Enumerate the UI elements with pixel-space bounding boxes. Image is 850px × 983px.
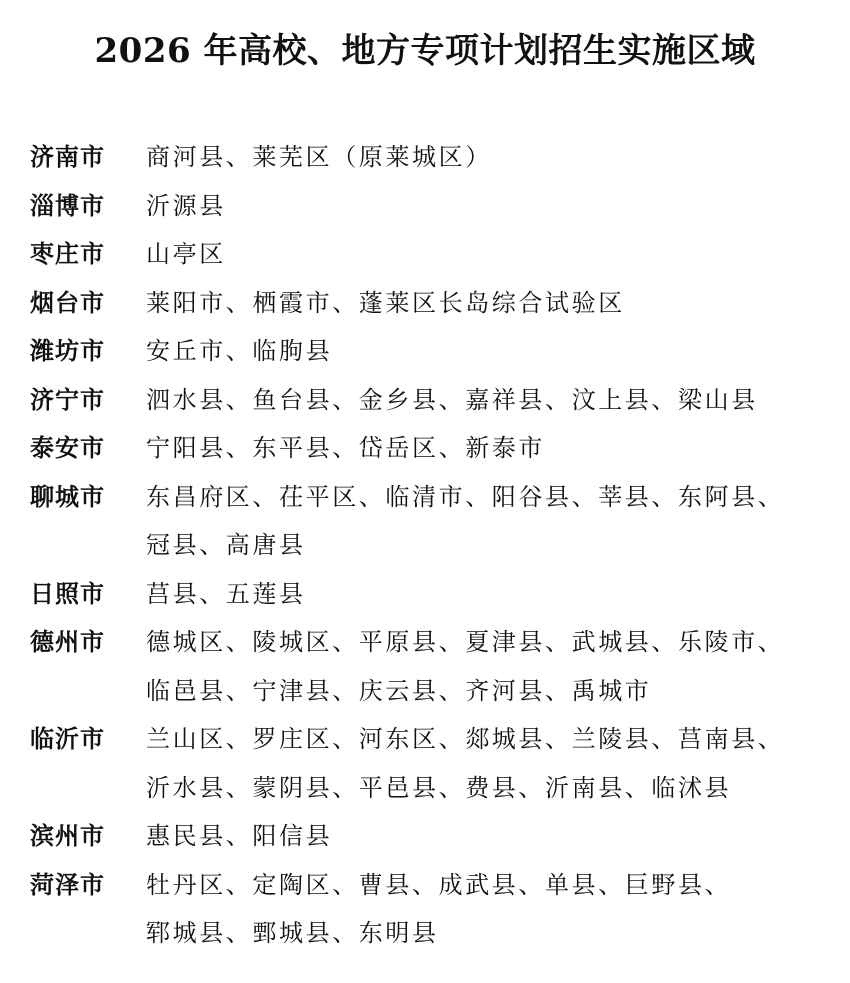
district-list [146,327,840,376]
city-name: 德州市 [30,627,105,656]
district-list [146,473,840,570]
district-list [146,570,840,619]
region-row-taian [30,424,840,473]
district-line: 莱阳市、栖霞市、蓬莱区长岛综合试验区 [146,288,625,317]
city-name: 济宁市 [30,384,105,414]
region-row-jining [30,376,840,425]
region-row-heze [30,861,840,958]
district-line: 安丘市、临朐县 [146,337,333,365]
page-title: 2026 年高校、地方专项计划招生实施区域 [94,31,756,71]
region-list [30,133,840,958]
district-list [146,133,840,182]
district-list [146,424,840,473]
region-row-binzhou [30,812,840,861]
district-line: 宁阳县、东平县、岱岳区、新泰市 [146,434,545,462]
region-row-dezhou [30,618,840,715]
city-name: 烟台市 [30,287,105,317]
district-line: 山亭区 [146,240,226,268]
district-list [146,279,840,328]
district-list [146,715,840,812]
district-line: 商河县、莱芜区（原莱城区） [146,143,492,171]
city-name: 临沂市 [30,724,105,753]
city-name: 济南市 [30,142,105,171]
region-row-liaocheng [30,473,840,570]
city-name: 菏泽市 [30,869,105,899]
region-row-linyi [30,715,840,812]
city-name: 枣庄市 [30,239,105,268]
district-line: 郓城县、鄄城县、东明县 [146,919,439,947]
city-name: 淄博市 [30,190,105,220]
district-line: 泗水县、鱼台县、金乡县、嘉祥县、汶上县、梁山县 [146,385,758,414]
district-line: 德城区、陵城区、平原县、夏津县、武城县、乐陵市、 [146,628,785,656]
district-line: 牡丹区、定陶区、曹县、成武县、单县、巨野县、 [146,870,732,899]
region-row-zibo [30,182,840,231]
district-list [146,376,840,425]
city-name: 聊城市 [30,481,105,511]
district-line: 沂水县、蒙阴县、平邑县、费县、沂南县、临沭县 [146,773,732,802]
district-line: 沂源县 [146,191,226,220]
region-row-jinan [30,133,840,182]
region-row-weifang [30,327,840,376]
district-list [146,861,840,958]
district-list [146,812,840,861]
city-name: 潍坊市 [30,336,105,365]
district-line: 兰山区、罗庄区、河东区、郯城县、兰陵县、莒南县、 [146,725,785,753]
city-name: 泰安市 [30,433,105,462]
district-line: 莒县、五莲县 [146,579,306,608]
district-line: 临邑县、宁津县、庆云县、齐河县、禹城市 [146,676,652,705]
district-line: 惠民县、阳信县 [146,822,333,850]
region-row-rizhao [30,570,840,619]
district-list [146,230,840,279]
district-line: 东昌府区、茌平区、临清市、阳谷县、莘县、东阿县、 [146,482,785,511]
region-row-yantai [30,279,840,328]
city-name: 日照市 [30,578,105,608]
district-list [146,618,840,715]
district-line: 冠县、高唐县 [146,531,306,559]
city-name: 滨州市 [30,821,105,850]
district-list [146,182,840,231]
region-row-zaozhuang [30,230,840,279]
